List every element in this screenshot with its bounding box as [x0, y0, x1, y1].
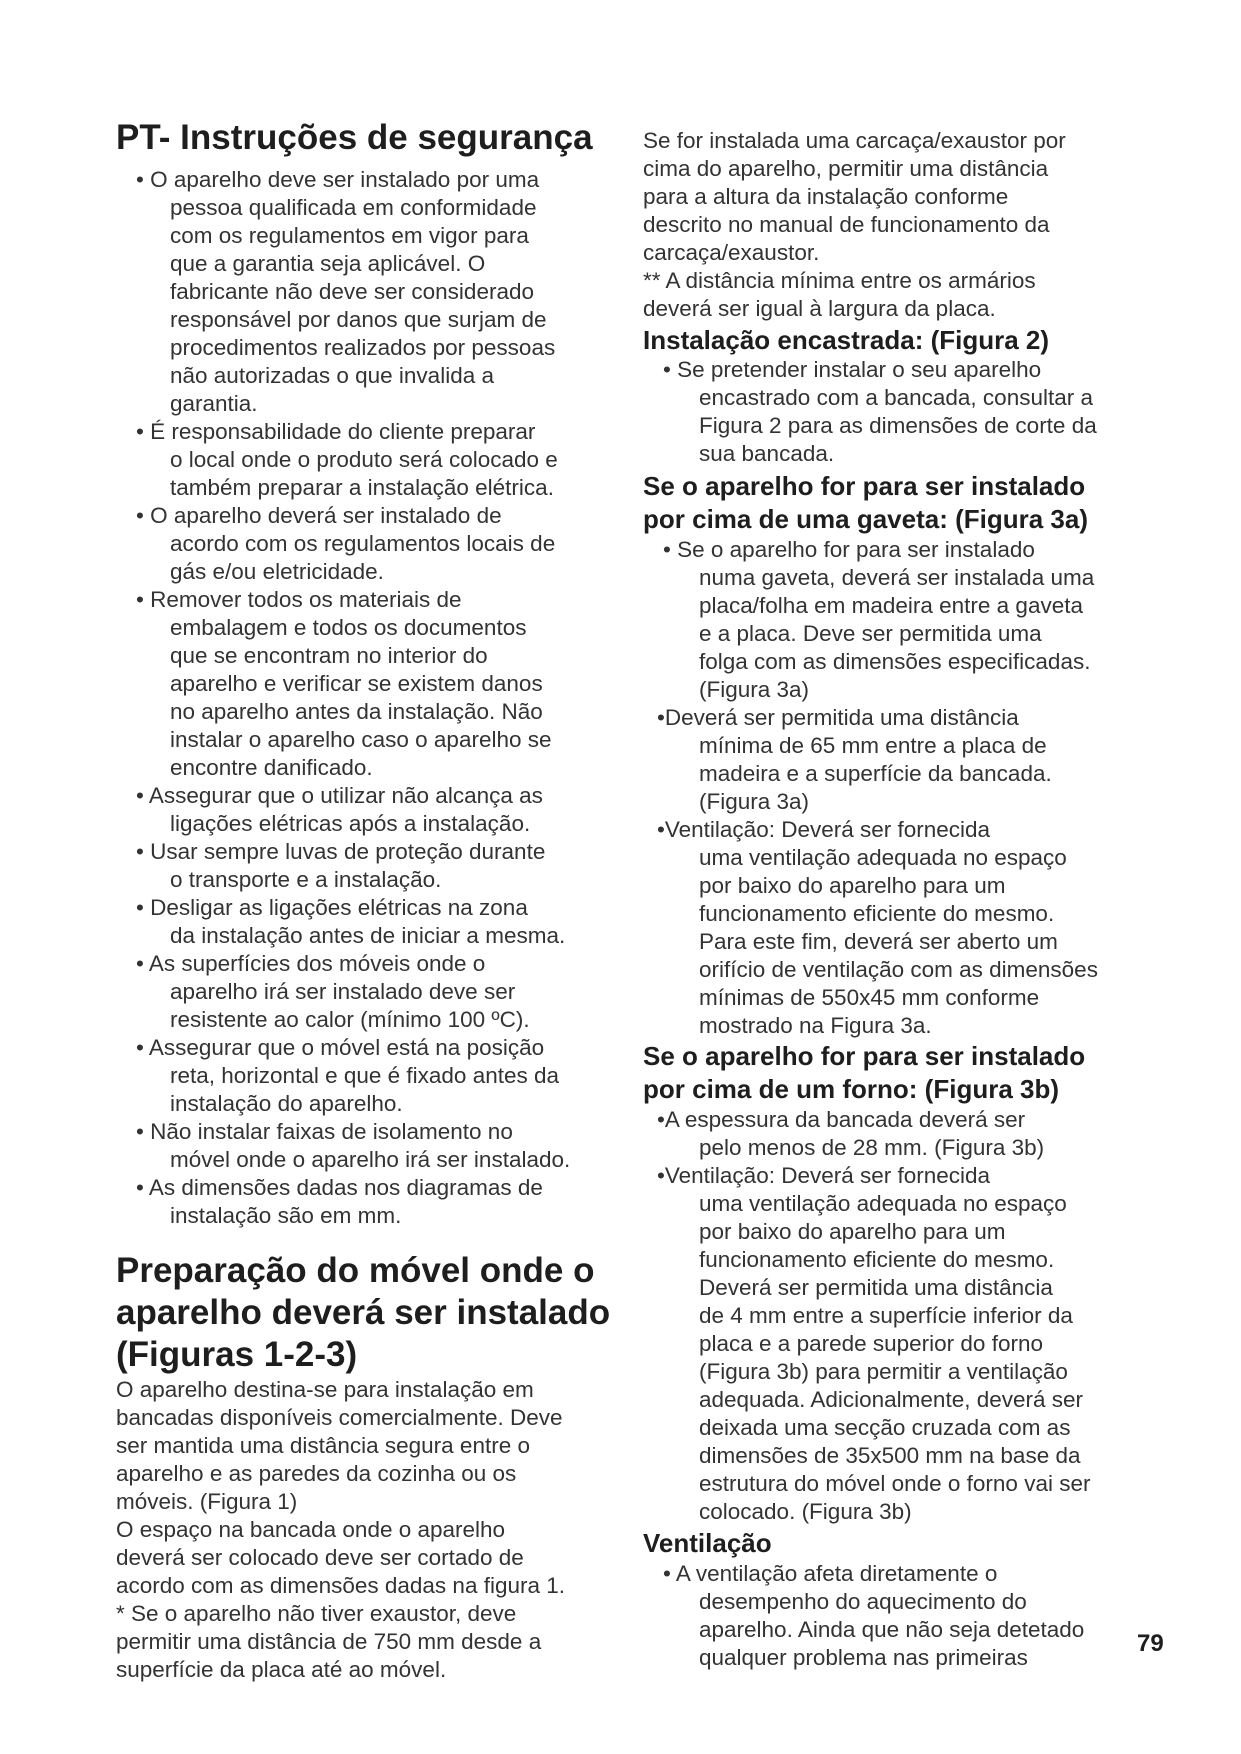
gaveta-b3-line-6: orifício de ventilação com as dimensões: [699, 957, 1098, 982]
safety-bullet-2-line-2: o local onde o produto será colocado e: [170, 447, 558, 472]
safety-bullet-5-line-2: ligações elétricas após a instalação.: [170, 811, 531, 836]
encastrada-line-1: • Se pretender instalar o seu aparelho: [663, 357, 1042, 382]
forno-b2-line-8: (Figura 3b) para permitir a ventilação: [699, 1359, 1068, 1384]
forno-b2-line-4: funcionamento eficiente do mesmo.: [699, 1247, 1055, 1272]
forno-b2-line-1: •Ventilação: Deverá ser fornecida: [657, 1163, 991, 1188]
safety-bullet-4-line-1: • Remover todos os materiais de: [136, 587, 462, 612]
safety-bullet-4-line-6: instalar o aparelho caso o aparelho se: [170, 727, 552, 752]
prep-body-line-3: ser mantida uma distância segura entre o: [116, 1433, 530, 1458]
forno-b1-line-2: pelo menos de 28 mm. (Figura 3b): [699, 1135, 1045, 1160]
gaveta-b3-line-4: funcionamento eficiente do mesmo.: [699, 901, 1055, 926]
prep-body-line-11: superfície da placa até ao móvel.: [116, 1657, 447, 1682]
prep-title-line-3: (Figuras 1-2-3): [116, 1335, 358, 1374]
safety-bullet-9-line-1: • Assegurar que o móvel está na posição: [136, 1035, 545, 1060]
gaveta-b3-line-2: uma ventilação adequada no espaço: [699, 845, 1067, 870]
safety-bullet-4-line-3: que se encontram no interior do: [170, 643, 488, 668]
encastrada-line-2: encastrado com a bancada, consultar a: [699, 385, 1093, 410]
prep-title-line-1: Preparação do móvel onde o: [116, 1251, 595, 1290]
safety-bullet-4-line-4: aparelho e verificar se existem danos: [170, 671, 543, 696]
safety-bullet-3-line-3: gás e/ou eletricidade.: [170, 559, 384, 584]
forno-b2-line-10: deixada uma secção cruzada com as: [699, 1415, 1071, 1440]
safety-bullet-8-line-2: aparelho irá ser instalado deve ser: [170, 979, 516, 1004]
safety-bullet-2-line-3: também preparar a instalação elétrica.: [170, 475, 554, 500]
safety-bullet-8-line-3: resistente ao calor (mínimo 100 ºC).: [170, 1007, 530, 1032]
intro-line-1: Se for instalada uma carcaça/exaustor por: [643, 128, 1066, 153]
safety-bullet-10-line-2: móvel onde o aparelho irá ser instalado.: [170, 1147, 571, 1172]
safety-bullet-11-line-1: • As dimensões dadas nos diagramas de: [136, 1175, 543, 1200]
prep-body-line-4: aparelho e as paredes da cozinha ou os: [116, 1461, 517, 1486]
forno-b1-line-1: •A espessura da bancada deverá ser: [657, 1107, 1026, 1132]
page-number: 79: [1137, 1630, 1164, 1657]
safety-bullet-7-line-1: • Desligar as ligações elétricas na zona: [136, 895, 528, 920]
safety-bullet-11-line-2: instalação são em mm.: [170, 1203, 402, 1228]
encastrada-line-4: sua bancada.: [699, 441, 835, 466]
gaveta-b1-line-3: placa/folha em madeira entre a gaveta: [699, 593, 1083, 618]
safety-bullet-3-line-2: acordo com os regulamentos locais de: [170, 531, 556, 556]
forno-b2-line-11: dimensões de 35x500 mm na base da: [699, 1443, 1081, 1468]
safety-bullet-6-line-2: o transporte e a instalação.: [170, 867, 442, 892]
prep-body-line-9: * Se o aparelho não tiver exaustor, deve: [116, 1601, 517, 1626]
safety-bullet-1-line-6: responsável por danos que surjam de: [170, 307, 547, 332]
prep-body-line-1: O aparelho destina-se para instalação em: [116, 1377, 534, 1402]
ventilacao-line-1: • A ventilação afeta diretamente o: [663, 1561, 998, 1586]
gaveta-b2-line-2: mínima de 65 mm entre a placa de: [699, 733, 1047, 758]
ventilacao-line-3: aparelho. Ainda que não seja detetado: [699, 1617, 1085, 1642]
prep-body-line-8: acordo com as dimensões dadas na figura 1.: [116, 1573, 566, 1598]
safety-bullet-3-line-1: • O aparelho deverá ser instalado de: [136, 503, 502, 528]
forno-title-line-2: por cima de um forno: (Figura 3b): [643, 1074, 1060, 1104]
forno-b2-line-12: estrutura do móvel onde o forno vai ser: [699, 1471, 1091, 1496]
safety-bullet-9-line-3: instalação do aparelho.: [170, 1091, 403, 1116]
forno-b2-line-6: de 4 mm entre a superfície inferior da: [699, 1303, 1073, 1328]
ventilacao-line-2: desempenho do aquecimento do: [699, 1589, 1027, 1614]
safety-bullet-7-line-2: da instalação antes de iniciar a mesma.: [170, 923, 566, 948]
safety-bullet-1-line-5: fabricante não deve ser considerado: [170, 279, 534, 304]
gaveta-b2-line-3: madeira e a superfície da bancada.: [699, 761, 1052, 786]
forno-b2-line-9: adequada. Adicionalmente, deverá ser: [699, 1387, 1084, 1412]
encastrada-title: Instalação encastrada: (Figura 2): [643, 325, 1050, 355]
safety-bullet-4-line-2: embalagem e todos os documentos: [170, 615, 527, 640]
gaveta-b3-line-3: por baixo do aparelho para um: [699, 873, 1006, 898]
ventilacao-line-4: qualquer problema nas primeiras: [699, 1645, 1028, 1670]
safety-bullet-6-line-1: • Usar sempre luvas de proteção durante: [136, 839, 546, 864]
forno-b2-line-2: uma ventilação adequada no espaço: [699, 1191, 1067, 1216]
intro-line-7: deverá ser igual à largura da placa.: [643, 296, 996, 321]
safety-bullet-2-line-1: • É responsabilidade do cliente preparar: [136, 419, 536, 444]
gaveta-b3-line-5: Para este fim, deverá ser aberto um: [699, 929, 1058, 954]
gaveta-b2-line-1: •Deverá ser permitida uma distância: [657, 705, 1019, 730]
forno-b2-line-7: placa e a parede superior do forno: [699, 1331, 1043, 1356]
gaveta-title-line-2: por cima de uma gaveta: (Figura 3a): [643, 504, 1089, 534]
intro-line-6: ** A distância mínima entre os armários: [643, 268, 1036, 293]
ventilacao-title: Ventilação: [643, 1528, 772, 1558]
encastrada-line-3: Figura 2 para as dimensões de corte da: [699, 413, 1097, 438]
safety-bullet-4-line-7: encontre danificado.: [170, 755, 373, 780]
prep-body-line-7: deverá ser colocado deve ser cortado de: [116, 1545, 524, 1570]
safety-bullet-4-line-5: no aparelho antes da instalação. Não: [170, 699, 543, 724]
prep-body-line-10: permitir uma distância de 750 mm desde a: [116, 1629, 542, 1654]
prep-body-line-5: móveis. (Figura 1): [116, 1489, 298, 1514]
safety-bullet-1-line-8: não autorizadas o que invalida a: [170, 363, 494, 388]
safety-bullet-10-line-1: • Não instalar faixas de isolamento no: [136, 1119, 513, 1144]
safety-title: PT- Instruções de segurança: [116, 118, 593, 157]
gaveta-b1-line-5: folga com as dimensões especificadas.: [699, 649, 1091, 674]
gaveta-title-line-1: Se o aparelho for para ser instalado: [643, 471, 1086, 501]
gaveta-b3-line-7: mínimas de 550x45 mm conforme: [699, 985, 1040, 1010]
safety-bullet-8-line-1: • As superfícies dos móveis onde o: [136, 951, 486, 976]
intro-line-4: descrito no manual de funcionamento da: [643, 212, 1050, 237]
forno-b2-line-13: colocado. (Figura 3b): [699, 1499, 912, 1524]
gaveta-b1-line-1: • Se o aparelho for para ser instalado: [663, 537, 1035, 562]
prep-body-line-2: bancadas disponíveis comercialmente. Deve: [116, 1405, 563, 1430]
forno-b2-line-5: Deverá ser permitida uma distância: [699, 1275, 1053, 1300]
safety-bullet-5-line-1: • Assegurar que o utilizar não alcança as: [136, 783, 543, 808]
prep-body-line-6: O espaço na bancada onde o aparelho: [116, 1517, 506, 1542]
safety-bullet-1-line-2: pessoa qualificada em conformidade: [170, 195, 537, 220]
gaveta-b2-line-4: (Figura 3a): [699, 789, 810, 814]
forno-title-line-1: Se o aparelho for para ser instalado: [643, 1041, 1086, 1071]
gaveta-b1-line-4: e a placa. Deve ser permitida uma: [699, 621, 1042, 646]
gaveta-b3-line-8: mostrado na Figura 3a.: [699, 1013, 932, 1038]
safety-bullet-1-line-3: com os regulamentos em vigor para: [170, 223, 529, 248]
gaveta-b3-line-1: •Ventilação: Deverá ser fornecida: [657, 817, 991, 842]
gaveta-b1-line-2: numa gaveta, deverá ser instalada uma: [699, 565, 1095, 590]
gaveta-b1-line-6: (Figura 3a): [699, 677, 810, 702]
safety-bullet-1-line-4: que a garantia seja aplicável. O: [170, 251, 486, 276]
safety-bullet-1-line-7: procedimentos realizados por pessoas: [170, 335, 556, 360]
safety-bullet-9-line-2: reta, horizontal e que é fixado antes da: [170, 1063, 560, 1088]
intro-line-3: para a altura da instalação conforme: [643, 184, 1009, 209]
intro-line-5: carcaça/exaustor.: [643, 240, 820, 265]
prep-title-line-2: aparelho deverá ser instalado: [116, 1293, 611, 1332]
safety-bullet-1-line-1: • O aparelho deve ser instalado por uma: [136, 167, 540, 192]
intro-line-2: cima do aparelho, permitir uma distância: [643, 156, 1049, 181]
forno-b2-line-3: por baixo do aparelho para um: [699, 1219, 1006, 1244]
safety-bullet-1-line-9: garantia.: [170, 391, 258, 416]
